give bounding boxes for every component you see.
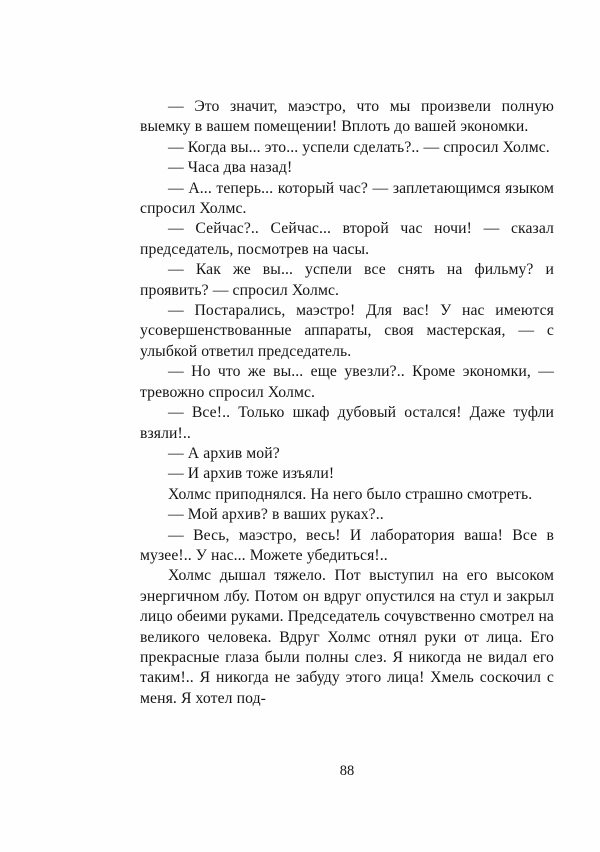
paragraph: — Но что же вы... еще увезли?.. Кроме экономки, — тревожно спросил Холмс. — [140, 363, 554, 401]
paragraph: — Весь, маэстро, весь! И лаборатория ваша! Все в музее!.. У нас... Можете убедиться!.. — [140, 526, 554, 564]
page-number: 88 — [339, 763, 355, 779]
paragraph: Холмс дышал тяжело. Пот выступил на его высоком энергичном лбу. Потом он вдруг опустился на стул и закрыл лицо обеими руками. Председатель сочувственно смотрел на великого человека. Вдруг Холмс отнял руки от лица. Его прекрасные глаза были полны слез. Я никогда не видал его таким!.. Я никогда не забуду этого лица! Хмель соскочил с меня. Я хотел под- — [140, 567, 554, 707]
paragraph: — Мой архив? в ваших руках?.. — [168, 506, 384, 524]
paragraph: Холмс приподнялся. На него было страшно смотреть. — [168, 485, 533, 503]
paragraph: — Часа два назад! — [168, 159, 293, 177]
paragraph: — А архив мой? — [168, 444, 280, 462]
paragraph: — И архив тоже изъяли! — [168, 465, 335, 483]
paragraph: — Как же вы... успели все снять на фильму? и проявить? — спросил Холмс. — [140, 261, 554, 299]
paragraph: — Все!.. Только шкаф дубовый остался! Даже туфли взяли!.. — [140, 404, 554, 442]
paragraph: — Сейчас?.. Сейчас... второй час ночи! — сказал председатель, посмотрев на часы. — [140, 220, 554, 258]
paragraph: — Постарались, маэстро! Для вас! У нас имеются усовершенствованные аппараты, своя мастерская, — с улыбкой ответил председатель. — [140, 302, 554, 360]
text-block — [140, 97, 554, 709]
paragraph: — Это значит, маэстро, что мы произвели полную выемку в вашем помещении! Вплоть до вашей экономки. — [140, 98, 554, 136]
paragraph: — Когда вы... это... успели сделать?.. — спросил Холмс. — [168, 138, 550, 156]
paragraph: — А... теперь... который час? — заплетающимся языком спросил Холмс. — [140, 179, 554, 218]
